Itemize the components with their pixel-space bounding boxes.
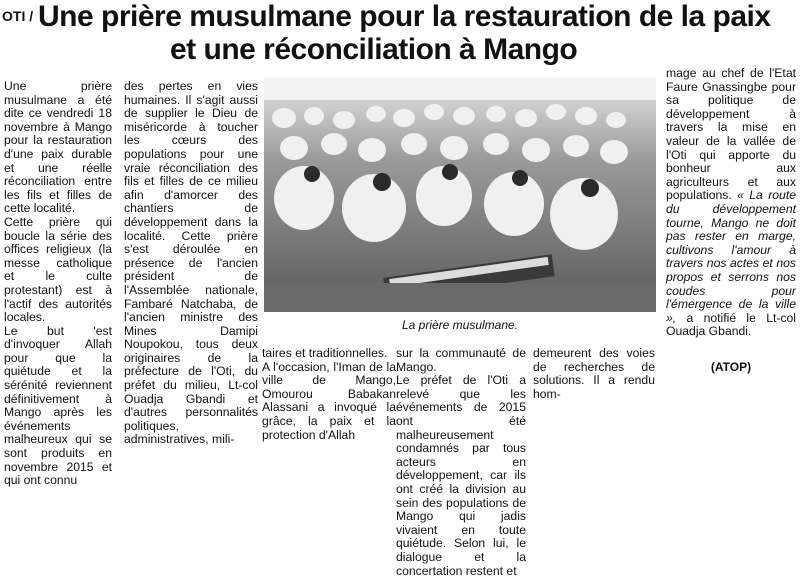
paragraph-intro: mage au chef de l'Etat Faure Gnassingbe pour sa politique de développement à travers la mise en valeur de la vallée de l'Oti qui apporte du bonheur aux agriculteurs et aux populations.	[666, 66, 796, 203]
section-kicker: OTI /	[2, 8, 34, 24]
headline-line-1: Une prière musulmane pour la restauration de la paix	[38, 0, 771, 33]
column-1	[4, 80, 112, 488]
column-2	[124, 80, 258, 447]
photo-caption: La prière musulmane.	[401, 318, 519, 332]
prayer-photo	[264, 78, 656, 312]
paragraph-outro: a notifié le Lt-col Ouadja Gbandi.	[666, 310, 796, 339]
paragraph: Le but 'est d'invoquer Allah pour que la quiétude et la sérénité reviennent définitivement à Mango après les événements malheureux qui se sont produits en novembre 2015 et qui ont connu	[4, 323, 112, 488]
paragraph: A l'occasion, l'Iman de la ville de Mango, Omourou Babakan Alassani a invoqué la grâce, la paix et la protection d'Allah	[262, 359, 396, 442]
quote: « La route du développement tourne, Mango ne doit pas rester en marge, cultivons l'amour à travers nos actes et nos propos et serrons nos coudes pour l'émergence de la ville »,	[666, 188, 796, 325]
column-4	[396, 347, 526, 578]
paragraph: des pertes en vies humaines. Il s'agit aussi de supplier le Dieu de miséricorde à toucher les cœurs des populations pour une vraie réconciliation des fils et filles de ce milieu afin d'amorcer des chantiers de développement dans la localité. Cette prière s'est déroulée en présence de l'ancien président de l'Assemblée nationale, Fambaré Natchaba, de l'ancien ministre des Mines Damipi Noupokou, tous deux originaires de la préfecture de l'Oti, du préfet du milieu, Lt-col Ouadja Gbandi et d'autres personnalités politiques, administratives, mili-	[124, 79, 258, 447]
paragraph: demeurent des voies de recherches de solutions. Il a rendu hom-	[533, 346, 655, 401]
paragraph: sur la communauté de Mango.	[396, 346, 526, 374]
paragraph: taires et traditionnelles.	[262, 346, 388, 360]
paragraph: Le préfet de l'Oti a relevé que les événements de 2015 ont été malheureusement condamnés par tous acteurs en développement, car ils ont créé la division au sein des populations de Mango qui jadis vivaient en toute quiétude. Selon lui, le dialogue et la concertation restent et	[396, 373, 526, 578]
column-5	[533, 347, 655, 401]
column-3	[262, 347, 396, 442]
paragraph	[666, 67, 796, 339]
crowd-image	[264, 78, 656, 312]
headline-line-2: et une réconciliation à Mango	[170, 33, 578, 66]
press-agency-credit: (ATOP)	[710, 360, 752, 374]
paragraph: Une prière musulmane a été dite ce vendredi 18 novembre à Mango pour la restauration d'une paix durable et une réelle réconciliation entre les fils et filles de cette localité.	[4, 79, 112, 216]
column-6	[666, 67, 796, 339]
paragraph: Cette prière qui boucle la série des offices religieux (la messe catholique et le culte protestant) est à l'actif des autorités locales.	[4, 214, 112, 325]
